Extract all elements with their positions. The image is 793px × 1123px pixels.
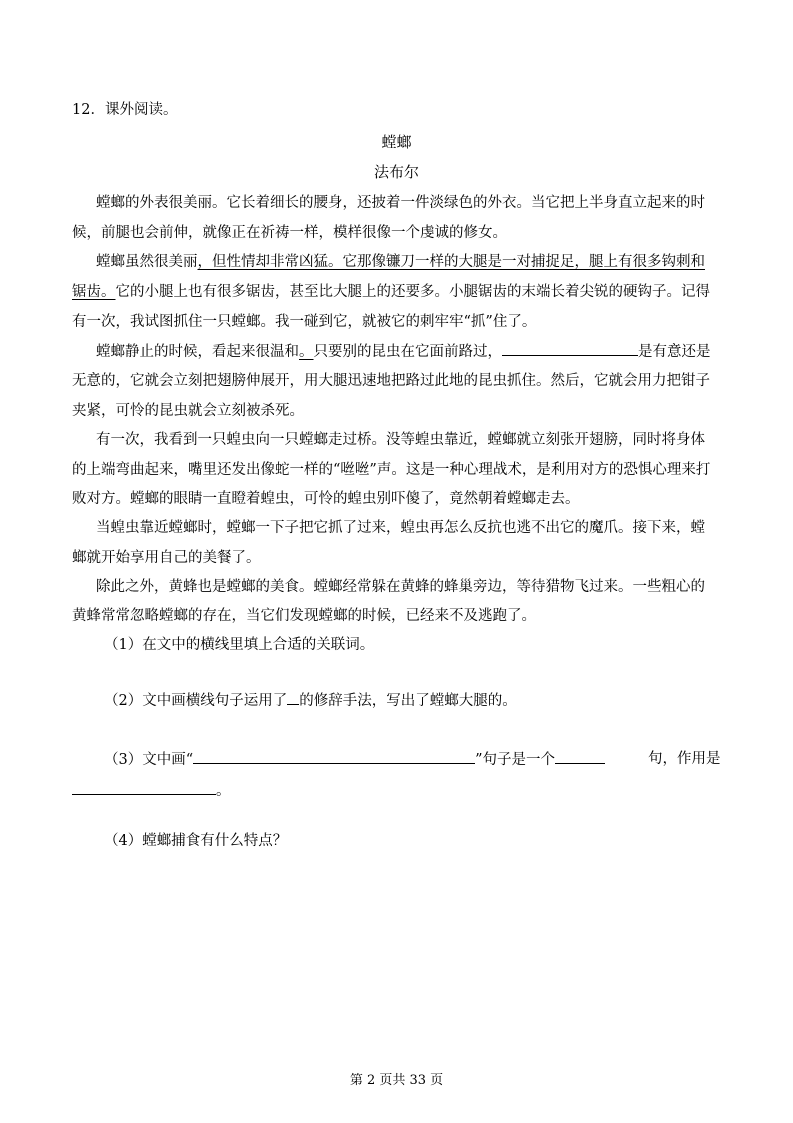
paragraph-2-line-1 [96,252,705,272]
article-title: 螳螂 [381,133,412,151]
paragraph-5-line-2: 螂就开始享用自己的美餐了。 [72,550,261,566]
paragraph-3-line-3: 夹紧，可怜的昆虫就会立刻被杀死。 [72,403,304,419]
paragraph-3-text-d: 是有意还是 [638,344,711,360]
paragraph-1-line-1: 螳螂的外表很美丽。它长着细长的腰身，还披着一件淡绿色的外衣。当它把上半身直立起来的时 [96,195,705,211]
underlined-sentence-part-1: ，但性情却非常凶猛。它那像镰刀一样的大腿是一对捕捉足，腿上有很多钩刺和 [197,254,705,270]
article-author: 法布尔 [373,163,419,181]
question-3-text-d: 。 [216,783,231,799]
question-3-text-a: （3）文中画“ [104,752,194,768]
paragraph-3-text-c: 只要别的昆虫在它面前路过， [313,344,502,360]
question-2-text-a: （2）文中画横线句子运用了 [104,693,288,709]
question-3-text-b: ”句子是一个 [475,752,556,768]
question-2 [104,690,517,711]
question-2-text-b: 的修辞手法，写出了螳螂大腿的 [299,693,503,709]
paragraph-2-plain-start: 螳螂虽然很美丽 [96,254,198,270]
paragraph-6-line-1: 除此之外，黄蜂也是螳螂的美食。螳螂经常躲在黄蜂的蜂巢旁边，等待猎物飞过来。一些粗心的 [96,579,705,595]
paragraph-3-line-1 [96,341,711,362]
paragraph-2-line-3: 有一次，我试图抓住一只螳螂。我一碰到它，就被它的刺牢牢“抓”住了。 [72,314,537,330]
question-1: （1）在文中的横线里填上合适的关联词。 [104,637,375,653]
paragraph-3-marked-period: 。 [299,344,314,360]
paragraph-3-line-2: 无意的，它就会立刻把翅膀伸展开，用大腿迅速地把路过此地的昆虫抓住。然后，它就会用力把钳子 [72,373,710,389]
rhetoric-blank[interactable] [287,690,299,705]
conjunction-blank[interactable] [502,341,638,356]
sentence-blank[interactable] [193,749,475,764]
question-3-line-2 [72,780,231,801]
paragraph-4-line-2: 的上端弯曲起来，嘴里还发出像蛇一样的“咝咝”声。这是一种心理战术，是利用对方的恐惧心理来打 [72,462,711,478]
paragraph-1-line-2: 候，前腿也会前伸，就像正在祈祷一样，模样很像一个虔诚的修女。 [72,225,507,241]
question-number-header: 12．课外阅读。 [72,102,178,118]
question-3-line-1 [104,749,605,770]
paragraph-4-line-1: 有一次，我看到一只蝗虫向一只螳螂走过桥。没等蝗虫靠近，螳螂就立刻张开翅膀，同时将身体 [96,432,705,448]
paragraph-6-line-2: 黄蜂常常忽略螳螂的存在，当它们发现螳螂的时候，已经来不及逃跑了。 [72,608,536,624]
function-blank[interactable] [72,780,216,795]
paragraph-2-line-2 [72,282,710,302]
paragraph-5-line-1: 当蝗虫靠近螳螂时，螳螂一下子把它抓了过来，蝗虫再怎么反抗也逃不出它的魔爪。接下来，螳 [96,520,705,536]
question-3-text-c: 句，作用是 [648,751,721,767]
question-4: （4）螳螂捕食有什么特点？ [104,833,288,849]
sentence-type-blank[interactable] [555,749,605,764]
paragraph-3-text-a: 螳螂静止的时候，看起来很温和 [96,344,299,360]
paragraph-4-line-3: 败对方。螳螂的眼睛一直瞪着蝗虫，可怜的蝗虫别吓傻了，竟然朝着螳螂走去。 [72,491,580,507]
question-2-text-c: 。 [502,693,517,709]
underlined-sentence-part-2: 锯齿。 [72,284,116,300]
paragraph-2-plain-continued: 它的小腿上也有很多锯齿，甚至比大腿上的还要多。小腿锯齿的末端长着尖锐的硬钩子。记得 [115,284,710,300]
page-footer: 第 2 页共 33 页 [349,1073,444,1088]
